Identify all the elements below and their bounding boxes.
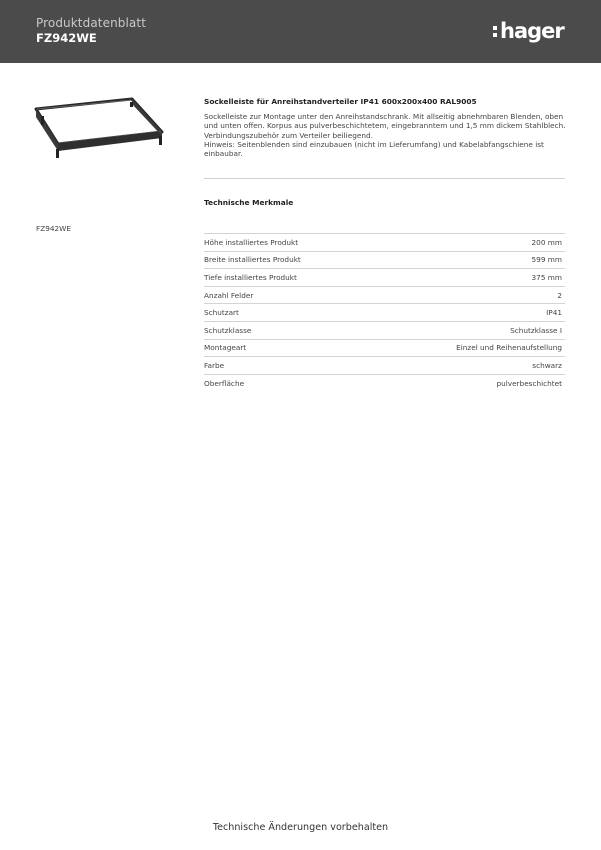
hager-logo	[493, 17, 564, 45]
document-type: Produktdatenblatt	[36, 16, 146, 30]
spec-row	[204, 251, 565, 269]
spec-row	[204, 339, 565, 357]
spec-label: Breite installiertes Produkt	[204, 251, 374, 269]
technical-heading: Technische Merkmale	[204, 198, 294, 207]
spec-value: 599 mm	[374, 251, 565, 269]
spec-row	[204, 321, 565, 339]
spec-value: pulverbeschichtet	[374, 374, 565, 391]
product-description	[204, 98, 566, 159]
spec-label: Oberfläche	[204, 374, 374, 391]
side-product-code: FZ942WE	[36, 224, 71, 233]
spec-label: Tiefe installiertes Produkt	[204, 269, 374, 287]
spec-value: 2	[374, 286, 565, 304]
spec-value: 200 mm	[374, 234, 565, 252]
spec-row	[204, 286, 565, 304]
product-image	[34, 96, 164, 160]
spec-label: Montageart	[204, 339, 374, 357]
header-product-code: FZ942WE	[36, 31, 97, 45]
spec-value: 375 mm	[374, 269, 565, 287]
spec-label: Höhe installiertes Produkt	[204, 234, 374, 252]
spec-row	[204, 357, 565, 375]
spec-row	[204, 374, 565, 391]
spec-row	[204, 269, 565, 287]
spec-value: IP41	[374, 304, 565, 322]
spec-value: Schutzklasse I	[374, 321, 565, 339]
page-header	[0, 0, 601, 63]
spec-label: Schutzklasse	[204, 321, 374, 339]
spec-value: Einzel und Reihenaufstellung	[374, 339, 565, 357]
section-divider	[204, 178, 565, 179]
product-description-text: Sockelleiste zur Montage unter den Anreihstandschrank. Mit allseitig abnehmbaren Blenden, oben und unten offen. Korpus aus pulverbeschichtetem, eingebranntem und 1,5 mm dickem Stahlblech. Verbindungszubehör zum Verteiler beiliegend. Hinweis: Seitenblenden sind einzubauen (nicht im Lieferumfang) und Kabelabfangschiene ist einbaubar.	[204, 111, 566, 159]
logo-text: hager	[500, 18, 564, 43]
spec-row	[204, 234, 565, 252]
spec-row	[204, 304, 565, 322]
product-title: Sockelleiste für Anreihstandverteiler IP41 600x200x400 RAL9005	[204, 97, 477, 106]
spec-value: schwarz	[374, 357, 565, 375]
spec-label: Anzahl Felder	[204, 286, 374, 304]
page-footer: Technische Änderungen vorbehalten	[212, 822, 389, 833]
spec-label: Schutzart	[204, 304, 374, 322]
spec-table	[204, 233, 565, 391]
spec-label: Farbe	[204, 357, 374, 375]
logo-mark-icon	[493, 21, 499, 41]
